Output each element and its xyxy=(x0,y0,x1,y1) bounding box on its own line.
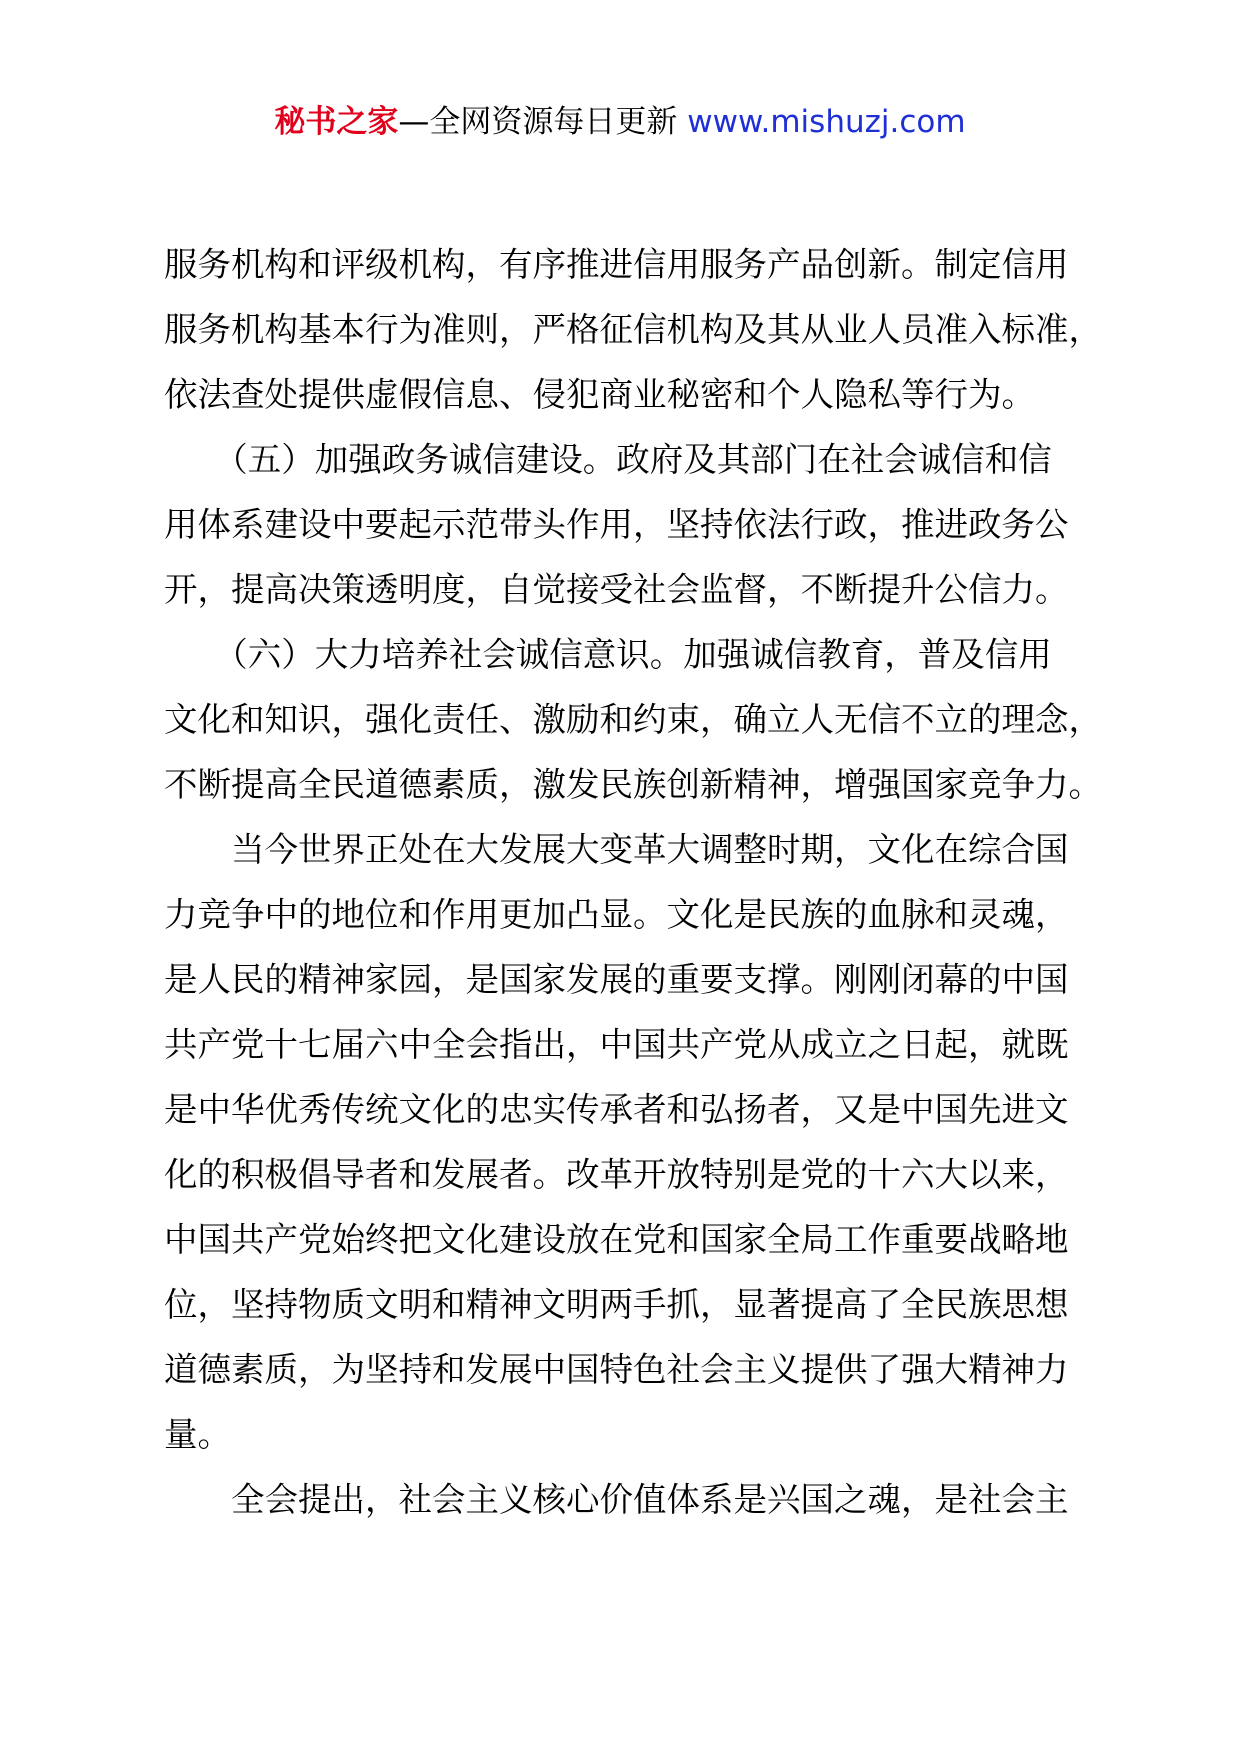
header-tagline: —全网资源每日更新 xyxy=(398,104,688,140)
text-line: 化的积极倡导者和发展者。改革开放特别是党的十六大以来， xyxy=(164,1155,1069,1194)
text-line: 用体系建设中要起示范带头作用，坚持依法行政，推进政务公 xyxy=(164,505,1069,544)
text-line: 道德素质，为坚持和发展中国特色社会主义提供了强大精神力 xyxy=(164,1350,1069,1389)
text-line: 服务机构和评级机构，有序推进信用服务产品创新。制定信用 xyxy=(164,245,1069,284)
text-line: （六）大力培养社会诚信意识。加强诚信教育，普及信用 xyxy=(164,635,1052,674)
text-line: 服务机构基本行为准则，严格征信机构及其从业人员准入标准， xyxy=(164,310,1102,349)
text-line: 当今世界正处在大发展大变革大调整时期，文化在综合国 xyxy=(164,830,1069,869)
text-line: 中国共产党始终把文化建设放在党和国家全局工作重要战略地 xyxy=(164,1220,1069,1259)
text-line: 开，提高决策透明度，自觉接受社会监督，不断提升公信力。 xyxy=(164,570,1069,609)
text-line: 力竞争中的地位和作用更加凸显。文化是民族的血脉和灵魂， xyxy=(164,895,1069,934)
text-line: 依法查处提供虚假信息、侵犯商业秘密和个人隐私等行为。 xyxy=(164,375,1035,414)
text-line: 共产党十七届六中全会指出，中国共产党从成立之日起，就既 xyxy=(164,1025,1069,1064)
text-line: 文化和知识，强化责任、激励和约束，确立人无信不立的理念， xyxy=(164,700,1102,739)
body-text xyxy=(164,232,1108,1532)
text-line: 量。 xyxy=(164,1415,231,1454)
text-line: 是人民的精神家园，是国家发展的重要支撑。刚刚闭幕的中国 xyxy=(164,960,1069,999)
text-line: 全会提出，社会主义核心价值体系是兴国之魂，是社会主 xyxy=(164,1480,1069,1519)
header-url-link[interactable]: www.mishuzj.com xyxy=(687,104,966,140)
text-line: 位，坚持物质文明和精神文明两手抓，显著提高了全民族思想 xyxy=(164,1285,1069,1324)
text-line: （五）加强政务诚信建设。政府及其部门在社会诚信和信 xyxy=(164,440,1052,479)
text-line: 不断提高全民道德素质，激发民族创新精神，增强国家竞争力。 xyxy=(164,765,1102,804)
page-header xyxy=(0,102,1240,142)
header-brand: 秘书之家 xyxy=(274,104,399,140)
text-line: 是中华优秀传统文化的忠实传承者和弘扬者，又是中国先进文 xyxy=(164,1090,1069,1129)
